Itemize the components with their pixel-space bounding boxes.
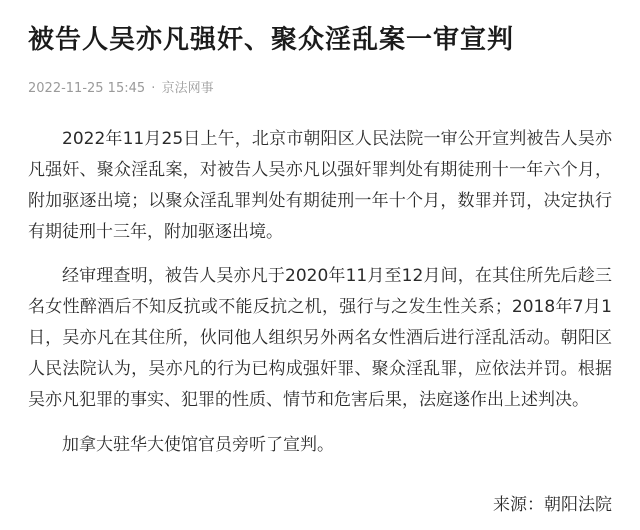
paragraph-verdict: 2022年11月25日上午，北京市朝阳区人民法院一审公开宣判被告人吴亦凡强奸、聚众淫乱案，对被告人吴亦凡以强奸罪判处有期徒刑十一年六个月，附加驱逐出境；以聚众淫乱罪判处有期徒刑一年十个月，数罪并罚，决定执行有期徒刑十三年，附加驱逐出境。 — [28, 129, 612, 242]
paragraph-attendance: 加拿大驻华大使馆官员旁听了宣判。 — [62, 435, 334, 455]
article-source: 来源：朝阳法院 — [493, 495, 612, 515]
publish-datetime: 2022-11-25 15:45 — [28, 81, 146, 96]
article-title: 被告人吴亦凡强奸、聚众淫乱案一审宣判 — [28, 25, 515, 55]
meta-separator: · — [151, 81, 156, 96]
publisher-link[interactable]: 京法网事 — [161, 81, 214, 96]
article-meta — [28, 80, 214, 98]
paragraph-findings: 经审理查明，被告人吴亦凡于2020年11月至12月间，在其住所先后趁三名女性醉酒后不知反抗或不能反抗之机，强行与之发生性关系；2018年7月1日，吴亦凡在其住所，伙同他人组织另外两名女性酒后进行淫乱活动。朝阳区人民法院认为，吴亦凡的行为已构成强奸罪、聚众淫乱罪，应依法并罚。根据吴亦凡犯罪的事实、犯罪的性质、情节和危害后果，法庭遂作出上述判决。 — [28, 266, 612, 410]
